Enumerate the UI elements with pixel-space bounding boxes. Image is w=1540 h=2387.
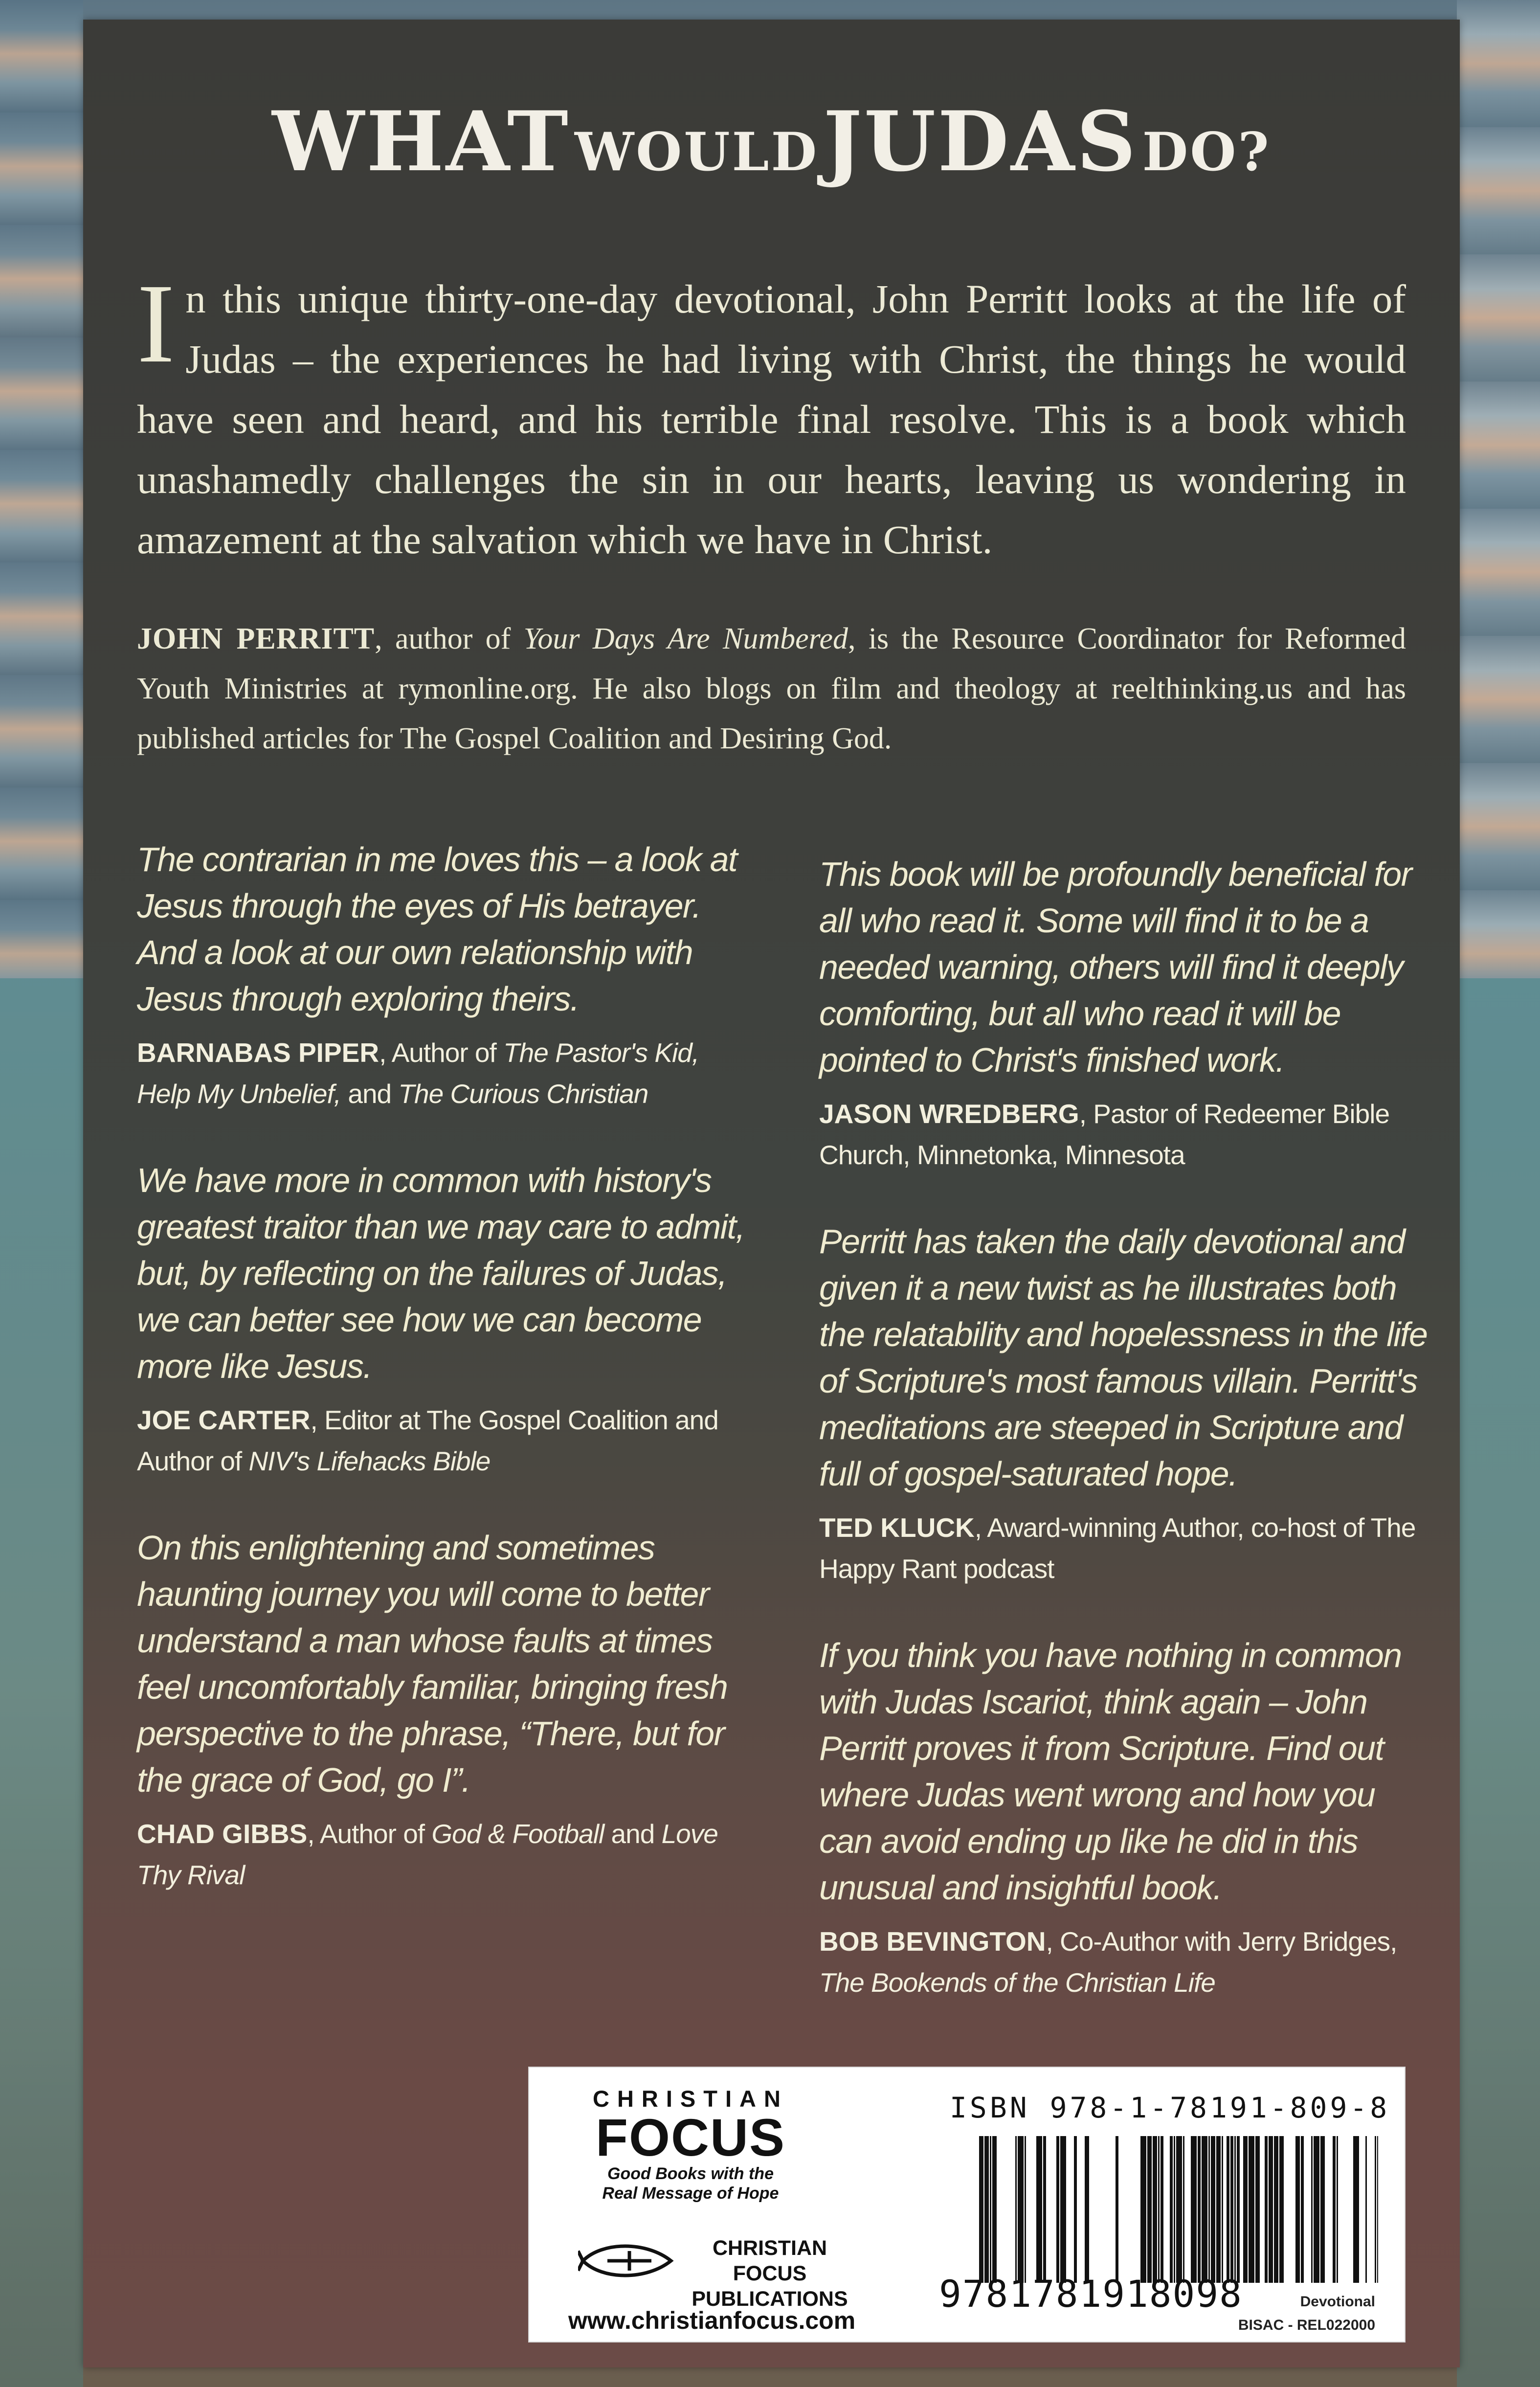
author-bio xyxy=(137,614,1406,764)
barcode-bar xyxy=(1243,2136,1248,2283)
endorser-works: NIV's Lifehacks Bible xyxy=(248,1446,491,1476)
barcode-bar xyxy=(1333,2136,1336,2283)
title-word-what: WHAT xyxy=(272,93,570,190)
barcode-bar xyxy=(1060,2136,1066,2283)
barcode-bar xyxy=(1015,2136,1017,2283)
barcode-box xyxy=(528,2067,1406,2342)
barcode-bar xyxy=(1153,2136,1157,2283)
barcode-bar xyxy=(1202,2136,1207,2283)
endorsement-quote: The contrarian in me loves this – a look at Jesus through the eyes of His betrayer. And a look at our own relationship with Jesus through exploring theirs. xyxy=(137,840,737,1018)
barcode-bar xyxy=(1279,2136,1284,2283)
barcode-bar xyxy=(1198,2136,1201,2283)
barcode-bar xyxy=(1255,2136,1260,2283)
publisher-name xyxy=(687,2235,853,2312)
barcode-bar xyxy=(1230,2136,1233,2283)
barcode-bar xyxy=(992,2136,997,2283)
barcode-bar xyxy=(1183,2136,1184,2283)
endorser-name: JOE CARTER xyxy=(137,1405,311,1435)
endorser-role: , Award-winning Author, co-host of The Happy Rant podcast xyxy=(819,1512,1416,1584)
barcode-bar xyxy=(1249,2136,1254,2283)
endorser-role-2: and xyxy=(604,1819,662,1849)
endorsement-quote: Perritt has taken the daily devotional and given it a new twist as he illustrates both the relatability and hopelessness in the life of Scripture's most famous villain. Perritt's meditations are steeped in Scripture and full of gospel-saturated hope. xyxy=(819,1222,1428,1493)
publisher-url: www.christianfocus.com xyxy=(568,2307,856,2334)
barcode-bar xyxy=(1234,2136,1236,2283)
endorsement-attribution xyxy=(819,1093,1430,1175)
cover-title xyxy=(83,93,1460,190)
barcode-bar xyxy=(1222,2136,1223,2283)
barcode-bar xyxy=(1216,2136,1221,2283)
endorser-works-2: Love Thy Rival xyxy=(137,1819,718,1890)
barcode-bar xyxy=(1320,2136,1325,2283)
endorsement-quote: On this enlightening and sometimes haunting journey you will come to better understand a man whose faults at times feel uncomfortably familiar, bringing fresh perspective to the phrase, “There, but for the grace of God, go I”. xyxy=(137,1529,728,1799)
barcode-bar xyxy=(1375,2136,1376,2283)
fish-icon xyxy=(578,2241,676,2280)
barcode-bar xyxy=(1211,2136,1215,2283)
barcode-bar xyxy=(1227,2136,1229,2283)
endorsement-attribution xyxy=(819,1921,1430,2003)
endorser-name: TED KLUCK xyxy=(819,1512,975,1543)
barcode-bar xyxy=(1353,2136,1359,2283)
christian-focus-logo xyxy=(583,2085,798,2203)
barcode-bar xyxy=(1337,2136,1338,2283)
publisher-imprint xyxy=(578,2231,852,2311)
barcode-bar xyxy=(1158,2136,1160,2283)
category-label xyxy=(1238,2290,1375,2337)
endorsement-attribution xyxy=(137,1032,748,1114)
barcode-bar xyxy=(990,2136,991,2283)
barcode-bar xyxy=(1269,2136,1273,2283)
endorsement xyxy=(819,1218,1430,1589)
endorser-name: JASON WREDBERG xyxy=(819,1099,1079,1129)
endorser-works: God & Football xyxy=(431,1819,604,1849)
logo-tagline-1: Good Books with the xyxy=(607,2164,774,2183)
logo-christian: CHRISTIAN xyxy=(593,2086,788,2112)
barcode-bar xyxy=(1274,2136,1278,2283)
endorser-name: CHAD GIBBS xyxy=(137,1819,308,1849)
logo-focus: FOCUS xyxy=(596,2108,785,2167)
endorsement xyxy=(819,1632,1430,2003)
blurb-text: n this unique thirty-one-day devotional, John Perritt looks at the life of Judas – the experiences he had living with Christ, the things he would have seen and heard, and his terrible final resolve. This is a book which unashamedly challenges the sin in our hearts, leaving us wondering in amazement at the salvation which we have in Christ. xyxy=(137,276,1406,562)
back-cover-panel xyxy=(83,20,1460,2367)
barcode-bar xyxy=(1043,2136,1046,2283)
category: Devotional xyxy=(1300,2294,1375,2310)
publisher-name-1: CHRISTIAN FOCUS xyxy=(712,2236,827,2285)
endorsement xyxy=(819,851,1430,1175)
barcode-bar xyxy=(1056,2136,1059,2283)
barcode-bar xyxy=(1176,2136,1182,2283)
endorsement-quote: If you think you have nothing in common with Judas Iscariot, think again – John Perritt proves it from Scripture. Find out where Judas went wrong and how you can avoid ending up like he did in this unusual and insightful book. xyxy=(819,1636,1402,1907)
barcode-bar xyxy=(1301,2136,1304,2283)
isbn-label: ISBN 978-1-78191-809-8 xyxy=(950,2091,1390,2124)
book-blurb xyxy=(137,261,1406,570)
endorsement xyxy=(137,1157,748,1482)
endorsement-quote: We have more in common with history's greatest traitor than we may care to admit, but, by reflecting on the failures of Judas, we can better see how we can become more like Jesus. xyxy=(137,1161,745,1385)
barcode-bar xyxy=(1036,2136,1042,2283)
barcode-bar xyxy=(1170,2136,1173,2283)
background-right-strip xyxy=(1457,0,1540,2387)
background-left-strip xyxy=(0,0,83,2387)
barcode-bar xyxy=(1147,2136,1152,2283)
endorser-name: BARNABAS PIPER xyxy=(137,1037,379,1068)
endorsement xyxy=(137,1525,748,1895)
endorser-role: , Author of xyxy=(307,1819,432,1849)
logo-tagline-2: Real Message of Hope xyxy=(602,2184,779,2203)
endorser-role: , Co-Author with Jerry Bridges, xyxy=(1046,1926,1397,1957)
barcode-bar xyxy=(1074,2136,1077,2283)
bio-book-title: Your Days Are Numbered xyxy=(523,622,848,655)
endorser-name: BOB BEVINGTON xyxy=(819,1926,1046,1957)
barcode-bar xyxy=(1025,2136,1026,2283)
title-word-judas: JUDAS xyxy=(823,93,1138,190)
bisac-code: BISAC - REL022000 xyxy=(1238,2317,1375,2333)
endorser-role: , Author of xyxy=(379,1037,504,1068)
barcode-bar xyxy=(984,2136,989,2283)
barcode-bar xyxy=(1116,2136,1118,2283)
barcode-bar xyxy=(1314,2136,1319,2283)
endorser-role-2: and xyxy=(341,1079,399,1109)
endorsement-attribution xyxy=(137,1813,748,1895)
barcode-bar xyxy=(1161,2136,1163,2283)
endorser-role: , Pastor of Redeemer Bible Church, Minnetonka, Minnesota xyxy=(819,1099,1390,1170)
author-name: JOHN PERRITT xyxy=(137,622,375,655)
barcode-bar xyxy=(979,2136,983,2283)
barcode-bar xyxy=(1377,2136,1378,2283)
title-word-do: DO? xyxy=(1142,121,1271,183)
barcode-bar xyxy=(1365,2136,1367,2283)
endorsements-left-column xyxy=(137,836,748,1938)
barcode-bar xyxy=(1018,2136,1024,2283)
endorsement-attribution xyxy=(137,1399,748,1482)
barcode-graphic xyxy=(969,2136,1380,2283)
endorser-role: , Editor at The Gospel Coalition and Author of xyxy=(137,1405,718,1476)
endorser-works: The Pastor's Kid, Help My Unbelief, xyxy=(137,1037,699,1109)
title-word-would: WOULD xyxy=(574,121,819,183)
barcode-bar xyxy=(1311,2136,1313,2283)
endorser-works: The Bookends of the Christian Life xyxy=(819,1967,1215,1998)
endorsement-attribution xyxy=(819,1507,1430,1589)
bio-post: , is the Resource Coordinator for Reformed Youth Ministries at rymonline.org. He also blogs on film and theology at reelthinking.us and has published articles for The Gospel Coalition and Desiring God. xyxy=(137,622,1406,755)
barcode-bar xyxy=(1085,2136,1089,2283)
barcode-bar xyxy=(1265,2136,1268,2283)
barcode-bar xyxy=(1174,2136,1175,2283)
barcode-bar xyxy=(1237,2136,1240,2283)
barcode-digits: 9781781918098 xyxy=(939,2272,1243,2316)
barcode-bar xyxy=(1191,2136,1197,2283)
bio-pre: , author of xyxy=(375,622,524,655)
endorsement-quote: This book will be profoundly beneficial for all who read it. Some will find it to be a needed warning, others will find it deeply comforting, but all who read it will be pointed to Christ's finished work. xyxy=(819,855,1412,1079)
barcode-bar xyxy=(1208,2136,1210,2283)
barcode-bar xyxy=(1295,2136,1300,2283)
endorsement xyxy=(137,836,748,1114)
endorser-works-2: The Curious Christian xyxy=(398,1079,648,1109)
publisher-name-2: PUBLICATIONS xyxy=(692,2287,848,2311)
endorsements-right-column xyxy=(819,851,1430,2046)
blurb-dropcap: I xyxy=(137,261,175,386)
barcode-bar xyxy=(1140,2136,1146,2283)
